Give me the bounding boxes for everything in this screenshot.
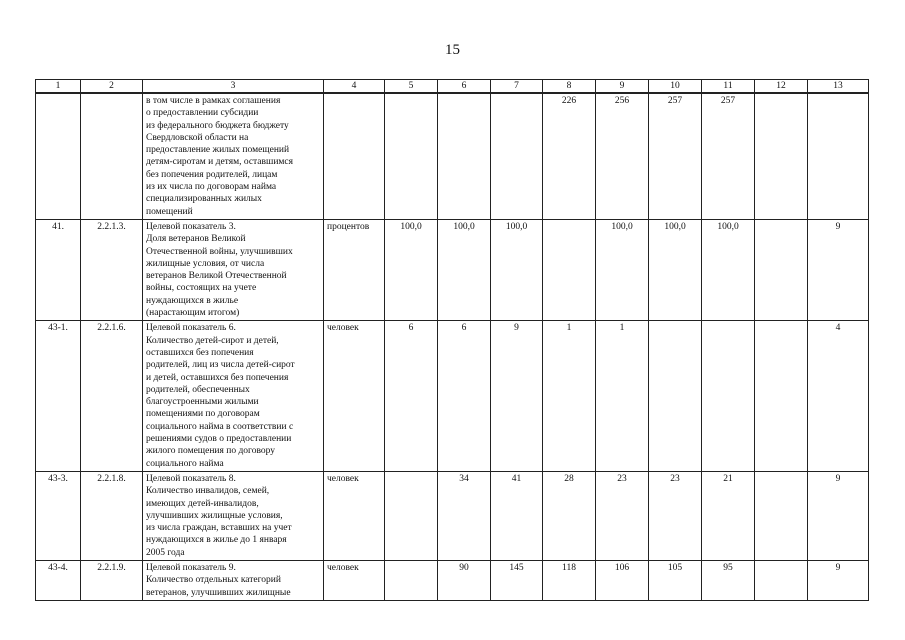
row-number: 43-1. — [36, 321, 81, 472]
column-number: 4 — [324, 80, 385, 94]
column-number: 7 — [491, 80, 543, 94]
value-cell: 100,0 — [438, 219, 491, 320]
unit-cell: человек — [324, 560, 385, 600]
unit-cell: человек — [324, 471, 385, 560]
row-number: 43-4. — [36, 560, 81, 600]
value-cell: 95 — [702, 560, 755, 600]
table-row — [36, 93, 869, 219]
column-number: 3 — [143, 80, 324, 94]
item-code: 2.2.1.8. — [81, 471, 143, 560]
item-code: 2.2.1.6. — [81, 321, 143, 472]
value-cell: 6 — [385, 321, 438, 472]
value-cell — [755, 219, 808, 320]
column-number: 2 — [81, 80, 143, 94]
column-number: 10 — [649, 80, 702, 94]
value-cell: 41 — [491, 471, 543, 560]
value-cell: 4 — [808, 321, 869, 472]
value-cell: 100,0 — [702, 219, 755, 320]
column-number-row — [36, 80, 869, 94]
value-cell: 100,0 — [596, 219, 649, 320]
value-cell: 145 — [491, 560, 543, 600]
column-number: 8 — [543, 80, 596, 94]
indicator-description: Целевой показатель 3. Доля ветеранов Великой Отечественной войны, улучшивших жилищные условия, от числа ветеранов Великой Отечественной войны, состоящих на учете нуждающихся в жилье (нарастающим итогом) — [143, 219, 324, 320]
value-cell: 9 — [808, 560, 869, 600]
column-number: 13 — [808, 80, 869, 94]
indicator-description: в том числе в рамках соглашения о предоставлении субсидии из федерального бюджета бюджету Свердловской области на предоставление жилых помещений детям-сиротам и детям, оставшимся без попечения родителей, лицам из их числа по договорам найма специализированных жилых помещений — [143, 93, 324, 219]
value-cell — [543, 219, 596, 320]
value-cell — [649, 321, 702, 472]
value-cell: 106 — [596, 560, 649, 600]
value-cell — [491, 93, 543, 219]
column-number: 5 — [385, 80, 438, 94]
value-cell: 118 — [543, 560, 596, 600]
value-cell: 226 — [543, 93, 596, 219]
unit-cell: процентов — [324, 219, 385, 320]
table-row — [36, 471, 869, 560]
value-cell — [702, 321, 755, 472]
value-cell: 34 — [438, 471, 491, 560]
value-cell — [808, 93, 869, 219]
page-number: 15 — [445, 42, 460, 58]
table-row — [36, 219, 869, 320]
value-cell: 9 — [808, 471, 869, 560]
value-cell: 90 — [438, 560, 491, 600]
value-cell: 257 — [702, 93, 755, 219]
value-cell — [385, 560, 438, 600]
indicators-table — [35, 79, 869, 601]
table-row — [36, 321, 869, 472]
column-number: 9 — [596, 80, 649, 94]
column-number: 11 — [702, 80, 755, 94]
value-cell — [385, 471, 438, 560]
value-cell — [385, 93, 438, 219]
value-cell: 100,0 — [385, 219, 438, 320]
indicator-description: Целевой показатель 9. Количество отдельных категорий ветеранов, улучшивших жилищные — [143, 560, 324, 600]
value-cell: 28 — [543, 471, 596, 560]
value-cell: 9 — [808, 219, 869, 320]
unit-cell: человек — [324, 321, 385, 472]
value-cell: 6 — [438, 321, 491, 472]
row-number: 41. — [36, 219, 81, 320]
row-number — [36, 93, 81, 219]
row-number: 43-3. — [36, 471, 81, 560]
value-cell — [755, 560, 808, 600]
value-cell: 9 — [491, 321, 543, 472]
value-cell: 21 — [702, 471, 755, 560]
item-code — [81, 93, 143, 219]
indicator-description: Целевой показатель 6. Количество детей-сирот и детей, оставшихся без попечения родителей, лиц из числа детей-сирот и детей, оставшихся без попечения родителей, обеспеченных благоустроенными жилыми помещениями по договорам социального найма в соответствии с решениями судов о предоставлении жилого помещения по договору социального найма — [143, 321, 324, 472]
value-cell: 100,0 — [491, 219, 543, 320]
item-code: 2.2.1.3. — [81, 219, 143, 320]
unit-cell — [324, 93, 385, 219]
value-cell: 257 — [649, 93, 702, 219]
value-cell — [755, 471, 808, 560]
value-cell — [438, 93, 491, 219]
value-cell: 1 — [543, 321, 596, 472]
item-code: 2.2.1.9. — [81, 560, 143, 600]
value-cell: 23 — [596, 471, 649, 560]
column-number: 12 — [755, 80, 808, 94]
table-row — [36, 560, 869, 600]
value-cell: 256 — [596, 93, 649, 219]
column-number: 1 — [36, 80, 81, 94]
value-cell — [755, 93, 808, 219]
value-cell: 100,0 — [649, 219, 702, 320]
column-number: 6 — [438, 80, 491, 94]
value-cell: 1 — [596, 321, 649, 472]
value-cell: 105 — [649, 560, 702, 600]
value-cell: 23 — [649, 471, 702, 560]
value-cell — [755, 321, 808, 472]
indicator-description: Целевой показатель 8. Количество инвалидов, семей, имеющих детей-инвалидов, улучшивших жилищные условия, из числа граждан, вставших на учет нуждающихся в жилье до 1 января 2005 года — [143, 471, 324, 560]
